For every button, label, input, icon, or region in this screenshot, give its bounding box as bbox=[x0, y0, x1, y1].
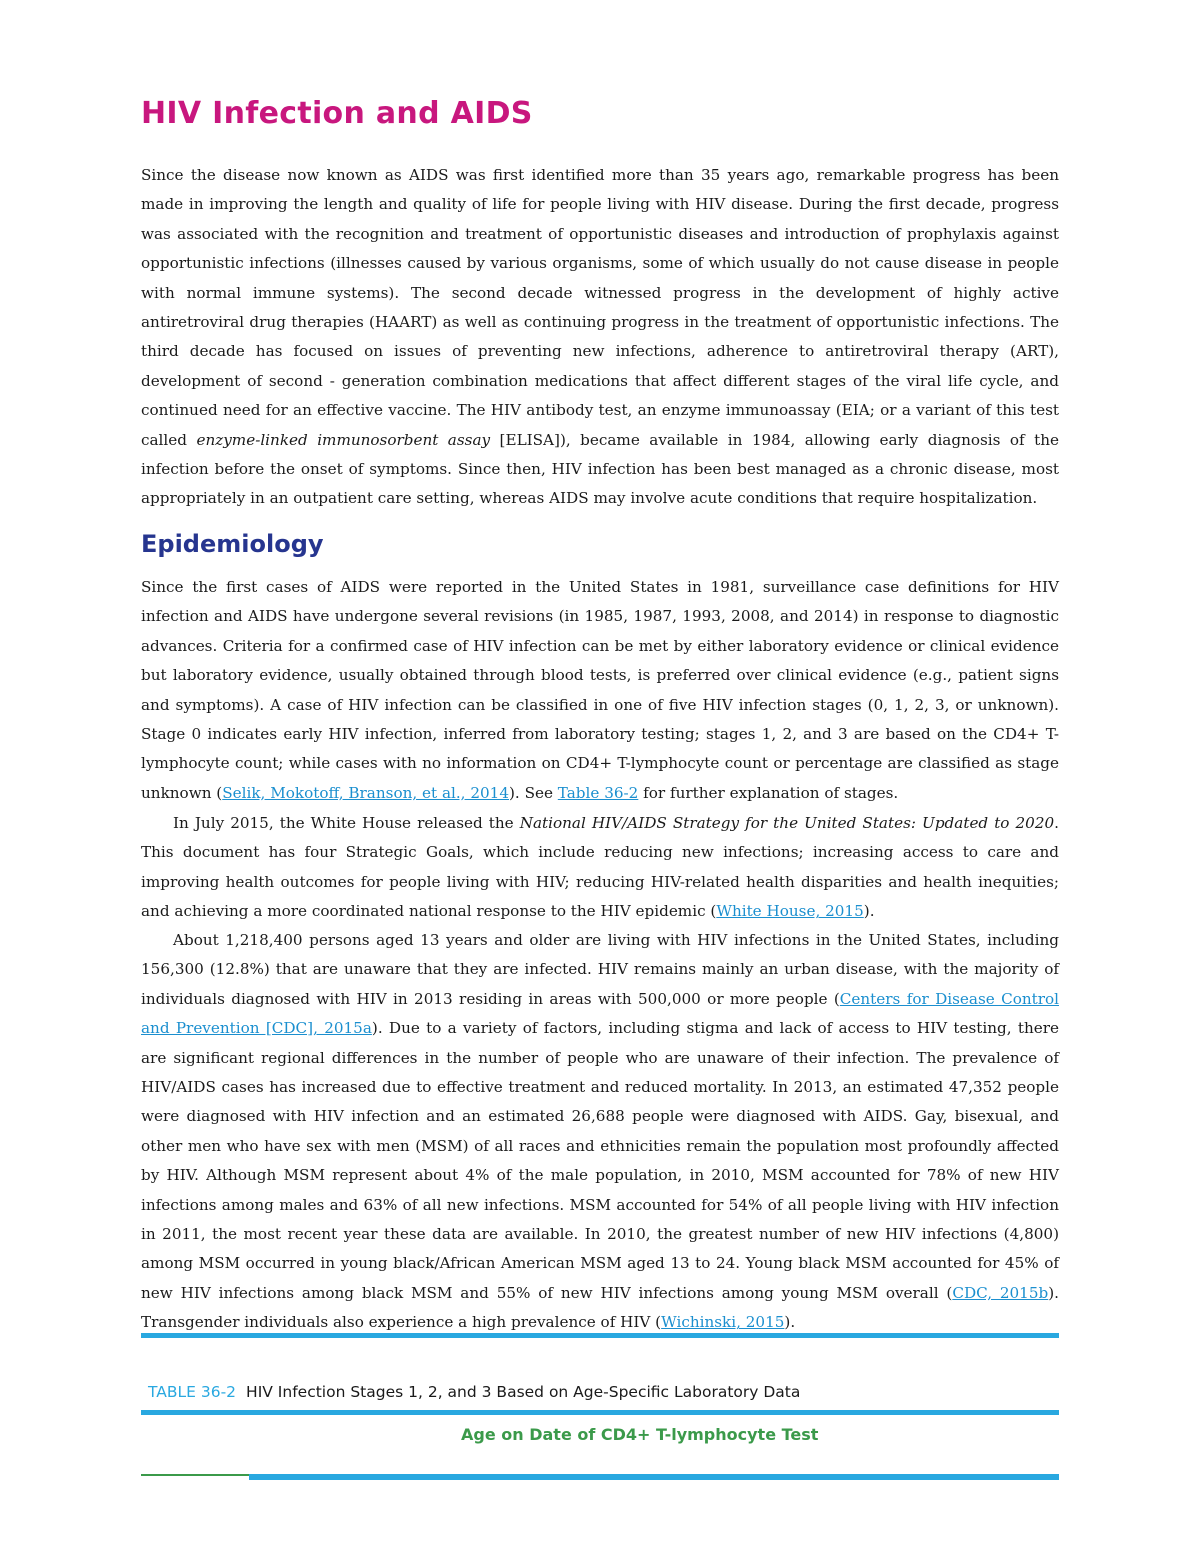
citation-link-selik[interactable]: Selik, Mokotoff, Branson, et al., 2014 bbox=[222, 783, 509, 802]
epi2-text-2: . This document has four Strategic Goals, which include reducing new infections; increasing access to care and improving health outcomes for people living with HIV; reducing HIV-related health disparities and health inequities; and achieving a more coordinated national response to the HIV epidemic ( bbox=[141, 814, 1059, 921]
epi3-text-2: ). Due to a variety of factors, including stigma and lack of access to HIV testing, there are significant regional differences in the number of people who are unaware of their infection. The prevalence of HIV/AIDS cases has increased due to effective treatment and reduced mortality. In 2013, an estimated 47,352 people were diagnosed with HIV infection and an estimated 26,688 people were diagnosed with AIDS. Gay, bisexual, and other men who have sex with men (MSM) of all races and ethnicities remain the population most profoundly affected by HIV. Although MSM represent about 4% of the male population, in 2010, MSM accounted for 78% of new HIV infections among males and 63% of all new infections. MSM accounted for 54% of all people living with HIV infection in 2011, the most recent year these data are available. In 2010, the greatest number of new HIV infections (4,800) among MSM occurred in young black/African American MSM aged 13 to 24. Young black MSM accounted for 45% of new HIV infections among black MSM and 55% of new HIV infections among young MSM overall ( bbox=[141, 1019, 1059, 1302]
epi2-emphasis: National HIV/AIDS Strategy for the United States: Updated to 2020 bbox=[519, 814, 1055, 832]
epi2-text-3: ). bbox=[863, 902, 875, 921]
table-column-group-heading: Age on Date of CD4+ T-lymphocyte Test bbox=[461, 1425, 819, 1444]
table-36-2-link[interactable]: Table 36-2 bbox=[557, 783, 639, 802]
epidemiology-paragraph-1 bbox=[141, 573, 1059, 808]
table-title: HIV Infection Stages 1, 2, and 3 Based on Age-Specific Laboratory Data bbox=[246, 1383, 801, 1401]
epi3-text-4: ). bbox=[784, 1313, 796, 1332]
epi1-text-3: for further explanation of stages. bbox=[638, 783, 899, 802]
table-caption bbox=[148, 1383, 800, 1401]
epidemiology-paragraph-2 bbox=[141, 809, 1059, 927]
table-subheader-rule bbox=[249, 1474, 1059, 1480]
table-column-rule-green bbox=[141, 1474, 249, 1476]
section-heading-epidemiology: Epidemiology bbox=[141, 530, 324, 558]
epi1-text-2: ). See bbox=[509, 783, 558, 802]
intro-text-2: [ELISA]), became available in 1984, allowing early diagnosis of the infection before the onset of symptoms. Since then, HIV infection has been best managed as a chronic disease, most appropriately in an outpatient care setting, whereas AIDS may involve acute conditions that require hospitalization. bbox=[141, 430, 1059, 508]
page-title: HIV Infection and AIDS bbox=[141, 96, 533, 131]
citation-link-wichinski[interactable]: Wichinski, 2015 bbox=[661, 1313, 785, 1332]
table-label: TABLE 36-2 bbox=[148, 1383, 237, 1401]
epi2-text-1: In July 2015, the White House released the bbox=[173, 814, 520, 832]
epi3-text-3: ). Transgender individuals also experience a high prevalence of HIV ( bbox=[141, 1283, 1059, 1332]
table-header-rule bbox=[141, 1410, 1059, 1415]
citation-link-cdc-2015a[interactable]: Centers for Disease Control and Prevention [CDC], 2015a bbox=[141, 989, 1059, 1038]
epi1-text-1: Since the first cases of AIDS were reported in the United States in 1981, surveillance case definitions for HIV infection and AIDS have undergone several revisions (in 1985, 1987, 1993, 2008, and 2014) in response to diagnostic advances. Criteria for a confirmed case of HIV infection can be met by either laboratory evidence or clinical evidence but laboratory evidence, usually obtained through blood tests, is preferred over clinical evidence (e.g., patient signs and symptoms). A case of HIV infection can be classified in one of five HIV infection stages (0, 1, 2, 3, or unknown). Stage 0 indicates early HIV infection, inferred from laboratory testing; stages 1, 2, and 3 are based on the CD4+ T-lymphocyte count; while cases with no information on CD4+ T-lymphocyte count or percentage are classified as stage unknown ( bbox=[141, 578, 1059, 802]
citation-link-cdc-2015b[interactable]: CDC, 2015b bbox=[952, 1283, 1049, 1302]
table-top-rule bbox=[141, 1333, 1059, 1338]
epidemiology-paragraph-3 bbox=[141, 926, 1059, 1338]
epi3-text-1: About 1,218,400 persons aged 13 years and older are living with HIV infections in the United States, including 156,300 (12.8%) that are unaware that they are infected. HIV remains mainly an urban disease, with the majority of individuals diagnosed with HIV in 2013 residing in areas with 500,000 or more people ( bbox=[141, 931, 1059, 1008]
intro-emphasis: enzyme-linked immunosorbent assay bbox=[196, 430, 491, 449]
intro-text-1: Since the disease now known as AIDS was first identified more than 35 years ago, remarkable progress has been made in improving the length and quality of life for people living with HIV disease. During the first decade, progress was associated with the recognition and treatment of opportunistic diseases and introduction of prophylaxis against opportunistic infections (illnesses caused by various organisms, some of which usually do not cause disease in people with normal immune systems). The second decade witnessed progress in the development of highly active antiretroviral drug therapies (HAART) as well as continuing progress in the treatment of opportunistic infections. The third decade has focused on issues of preventing new infections, adherence to antiretroviral therapy (ART), development of second - generation combination medications that affect different stages of the viral life cycle, and continued need for an effective vaccine. The HIV antibody test, an enzyme immunoassay (EIA; or a variant of this test called bbox=[141, 166, 1059, 449]
intro-paragraph bbox=[141, 161, 1059, 514]
citation-link-white-house[interactable]: White House, 2015 bbox=[716, 902, 864, 921]
